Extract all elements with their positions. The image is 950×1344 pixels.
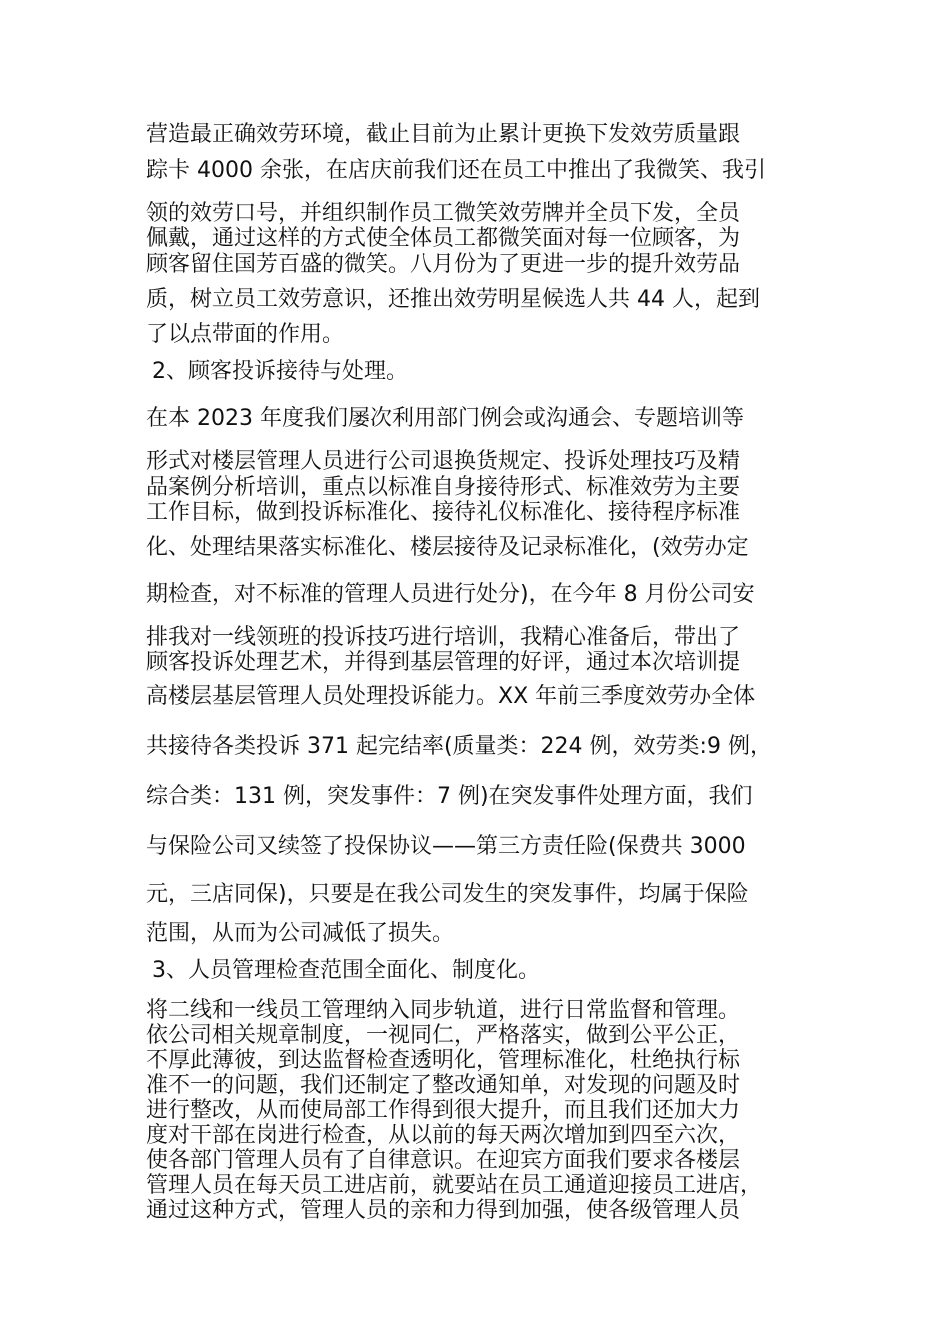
paragraph-line: 形式对楼层管理人员进行公司退换货规定、投诉处理技巧及精 xyxy=(146,449,741,474)
paragraph-line: 顾客投诉处理艺术，并得到基层管理的好评，通过本次培训提 xyxy=(146,650,741,675)
paragraph-line: 顾客留住国芳百盛的微笑。八月份为了更进一步的提升效劳品 xyxy=(146,252,741,277)
paragraph-line: 化、处理结果落实标准化、楼层接待及记录标准化，(效劳办定 xyxy=(146,535,749,560)
section-heading-2: 2、顾客投诉接待与处理。 xyxy=(152,359,408,384)
paragraph-line: 在本 2023 年度我们屡次利用部门例会或沟通会、专题培训等 xyxy=(146,406,744,431)
paragraph-line: 与保险公司又续签了投保协议——第三方责任险(保费共 3000 xyxy=(146,834,746,859)
paragraph-line: 使各部门管理人员有了自律意识。在迎宾方面我们要求各楼层 xyxy=(146,1148,741,1173)
paragraph-line: 领的效劳口号，并组织制作员工微笑效劳牌并全员下发，全员 xyxy=(146,201,741,226)
paragraph-line: 元，三店同保)，只要是在我公司发生的突发事件，均属于保险 xyxy=(146,882,749,907)
paragraph-line: 度对干部在岗进行检查，从以前的每天两次增加到四至六次， xyxy=(146,1123,741,1148)
paragraph-line: 不厚此薄彼，到达监督检查透明化，管理标准化，杜绝执行标 xyxy=(146,1048,741,1073)
paragraph-line: 综合类：131 例，突发事件：7 例)在突发事件处理方面，我们 xyxy=(146,784,753,809)
paragraph-line: 共接待各类投诉 371 起完结率(质量类：224 例，效劳类:9 例， xyxy=(146,734,772,759)
paragraph-line: 准不一的问题，我们还制定了整改通知单，对发现的问题及时 xyxy=(146,1073,741,1098)
paragraph-line: 范围，从而为公司减低了损失。 xyxy=(146,921,455,946)
paragraph-line: 佩戴，通过这样的方式使全体员工都微笑面对每一位顾客，为 xyxy=(146,226,741,251)
paragraph-line: 高楼层基层管理人员处理投诉能力。XX 年前三季度效劳办全体 xyxy=(146,684,756,709)
paragraph-line: 通过这种方式，管理人员的亲和力得到加强，使各级管理人员 xyxy=(146,1198,741,1223)
paragraph-line: 依公司相关规章制度，一视同仁，严格落实，做到公平公正， xyxy=(146,1023,741,1048)
paragraph-line: 管理人员在每天员工进店前，就要站在员工通道迎接员工进店， xyxy=(146,1173,763,1198)
paragraph-line: 踪卡 4000 余张，在店庆前我们还在员工中推出了我微笑、我引 xyxy=(146,158,766,183)
paragraph-line: 进行整改，从而使局部工作得到很大提升，而且我们还加大力 xyxy=(146,1098,741,1123)
paragraph-line: 了以点带面的作用。 xyxy=(146,322,345,347)
paragraph-line: 工作目标，做到投诉标准化、接待礼仪标准化、接待程序标准 xyxy=(146,500,741,525)
paragraph-line: 品案例分析培训，重点以标准自身接待形式、标准效劳为主要 xyxy=(146,475,741,500)
paragraph-line: 期检查，对不标准的管理人员进行处分)，在今年 8 月份公司安 xyxy=(146,582,755,607)
paragraph-line: 营造最正确效劳环境，截止目前为止累计更换下发效劳质量跟 xyxy=(146,122,741,147)
paragraph-line: 质，树立员工效劳意识，还推出效劳明星候选人共 44 人，起到 xyxy=(146,287,760,312)
paragraph-line: 将二线和一线员工管理纳入同步轨道，进行日常监督和管理。 xyxy=(146,998,741,1023)
section-heading-3: 3、人员管理检查范围全面化、制度化。 xyxy=(152,958,540,983)
paragraph-line: 排我对一线领班的投诉技巧进行培训，我精心准备后，带出了 xyxy=(146,625,741,650)
